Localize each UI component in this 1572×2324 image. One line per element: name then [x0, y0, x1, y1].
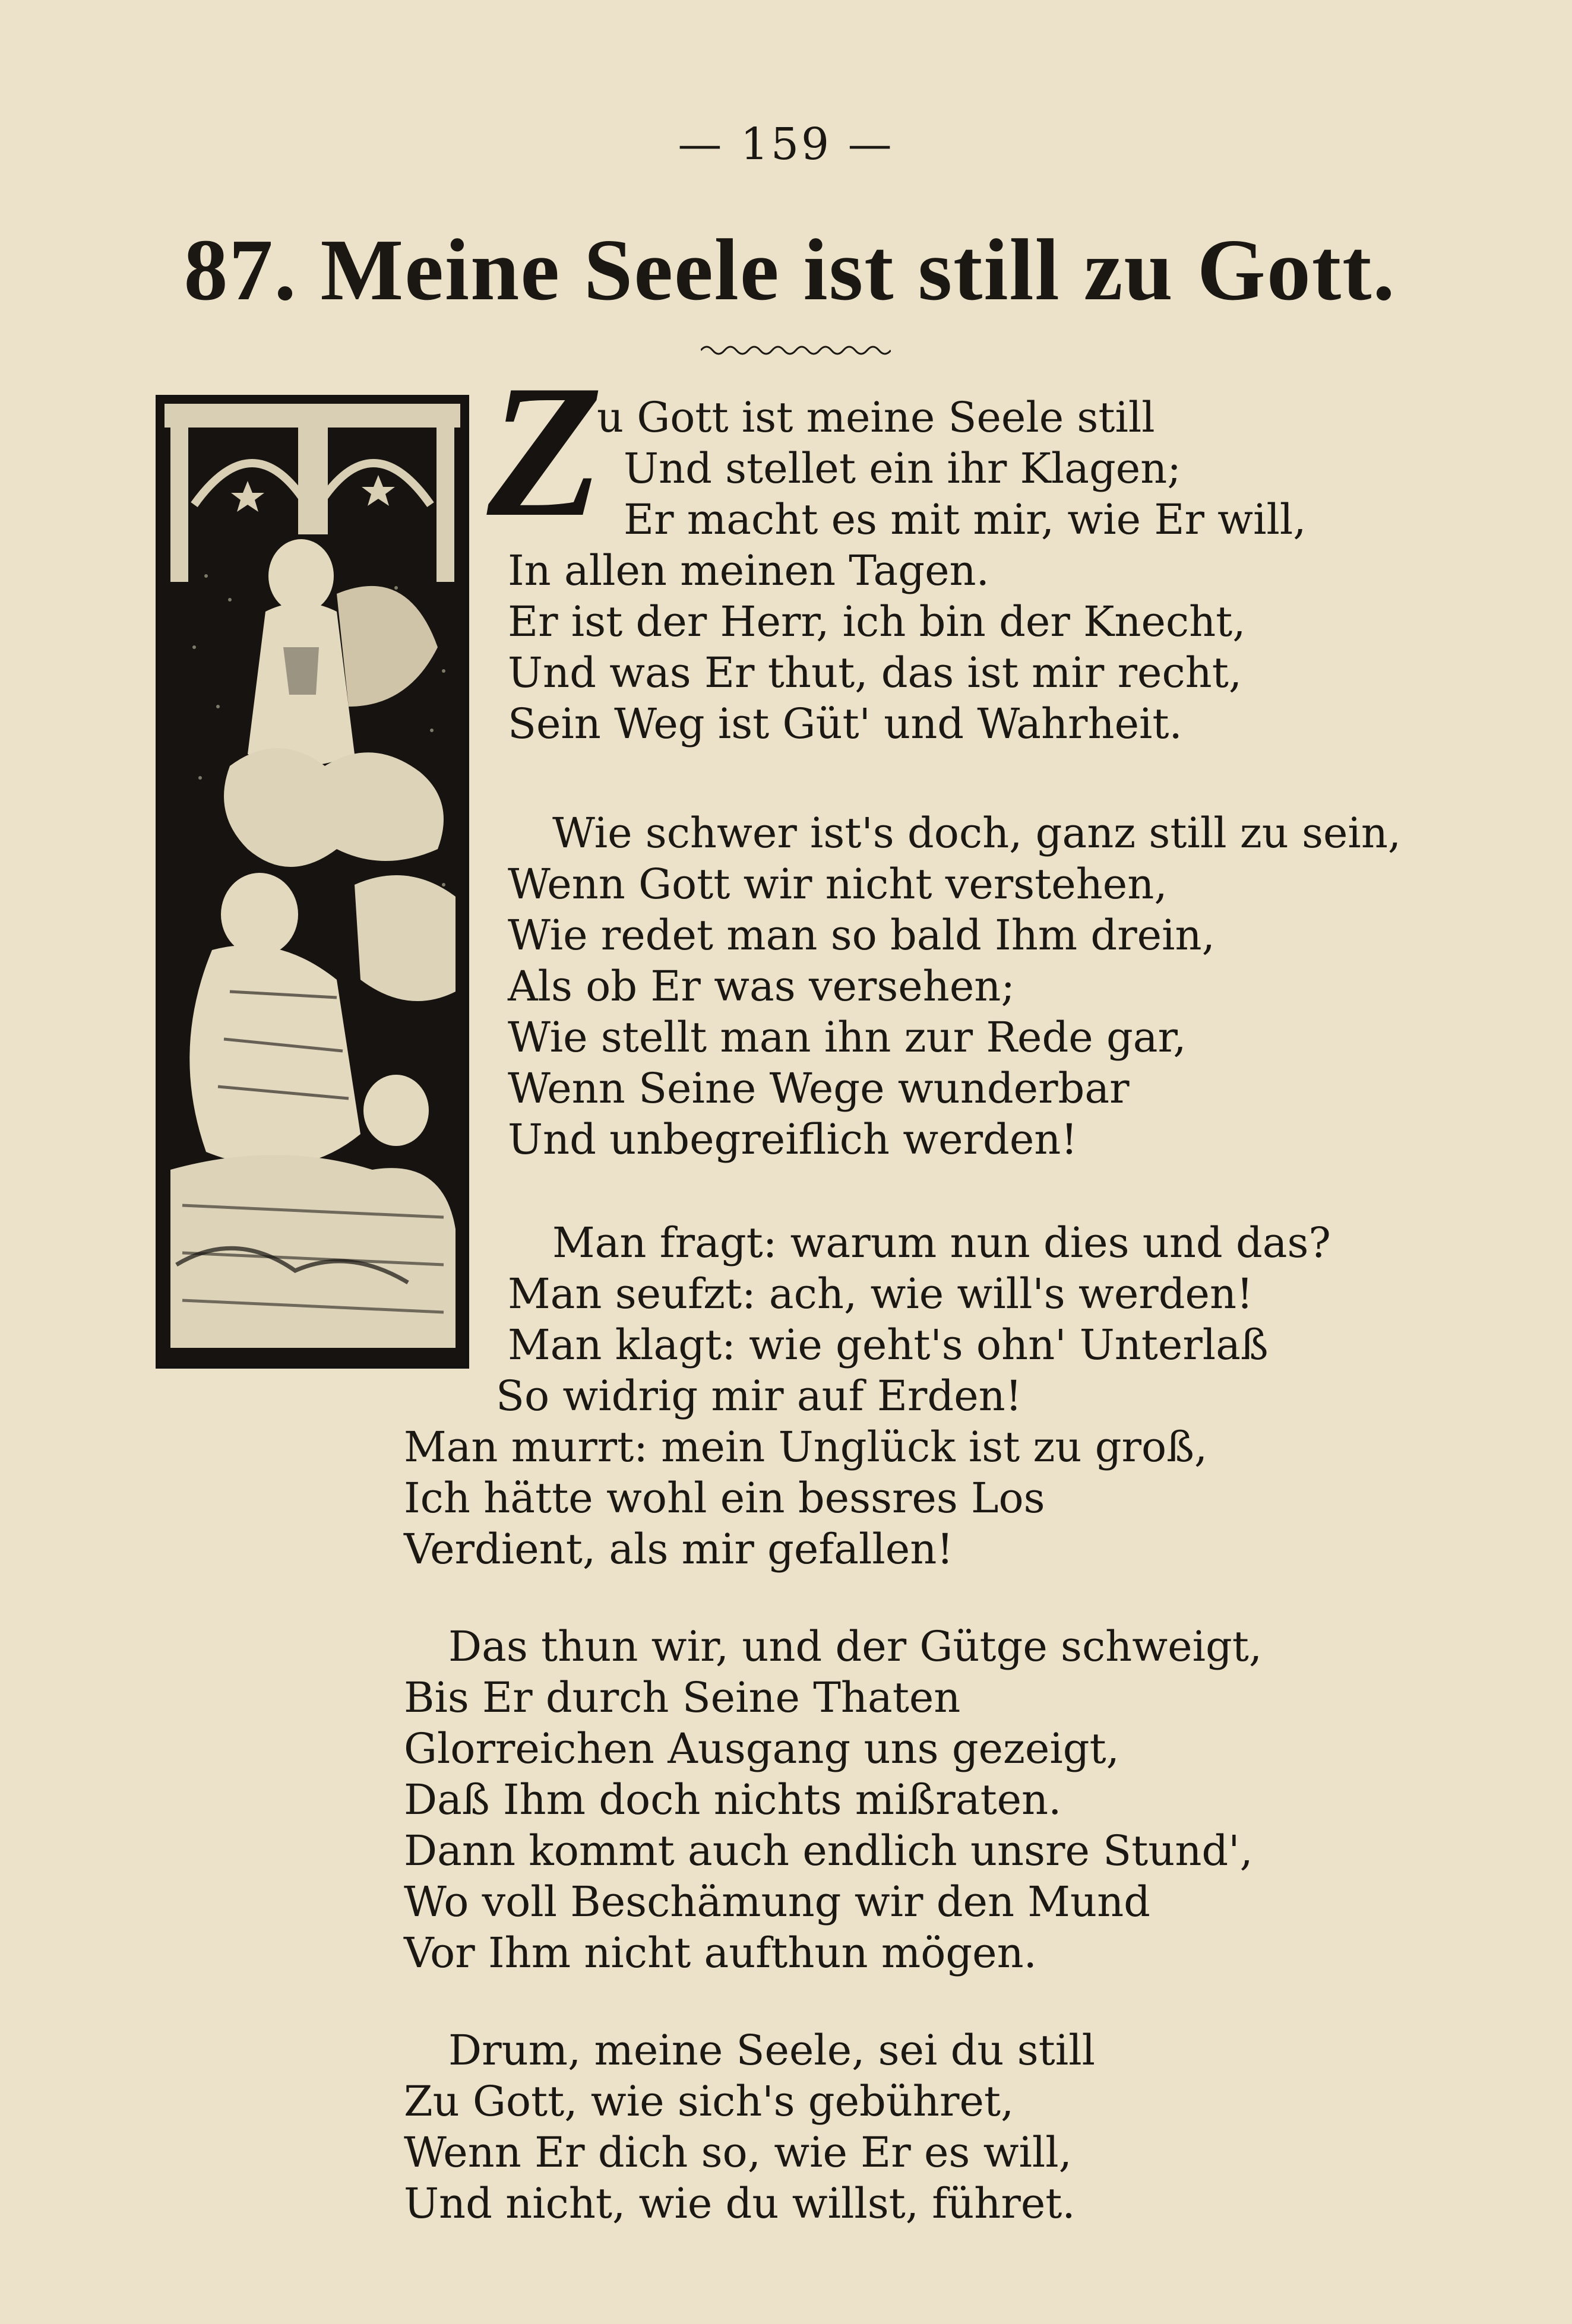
- stanza-3: [404, 1217, 1331, 1575]
- verse-line: So widrig mir auf Erden!: [496, 1372, 1022, 1420]
- page-number: — 159 —: [678, 119, 894, 170]
- verse-line: Wie schwer ist's doch, ganz still zu sein,: [552, 809, 1402, 857]
- verse-line: Wenn Er dich so, wie Er es will,: [404, 2128, 1072, 2177]
- verse-line: Er macht es mit mir, wie Er will,: [624, 495, 1307, 544]
- drop-cap-initial: Z: [487, 346, 603, 556]
- verse-line: Sein Weg ist Güt' und Wahrheit.: [508, 699, 1182, 748]
- verse-line: Er ist der Herr, ich bin der Knecht,: [508, 597, 1246, 646]
- verse-line: Wenn Gott wir nicht verstehen,: [508, 860, 1168, 908]
- verse-line: Drum, meine Seele, sei du still: [448, 2026, 1095, 2075]
- verse-line: Das thun wir, und der Gütge schweigt,: [448, 1622, 1263, 1671]
- verse-line: Man seufzt: ach, wie will's werden!: [508, 1269, 1254, 1318]
- verse-line: Vor Ihm nicht aufthun mögen.: [404, 1929, 1037, 1977]
- verse-line: Glorreichen Ausgang uns gezeigt,: [404, 1724, 1119, 1773]
- verse-line: Dann kommt auch endlich unsre Stund',: [404, 1826, 1253, 1875]
- verse-line: Wie stellt man ihn zur Rede gar,: [508, 1013, 1187, 1062]
- verse-line: Bis Er durch Seine Thaten: [404, 1673, 961, 1722]
- stanza-2: [508, 808, 1401, 1165]
- verse-line: Zu Gott, wie sich's gebühret,: [404, 2077, 1014, 2126]
- verse-line: Man klagt: wie geht's ohn' Unterlaß: [508, 1321, 1269, 1369]
- verse-line: Wo voll Beschämung wir den Mund: [404, 1877, 1150, 1926]
- verse-line: Und nicht, wie du willst, führet.: [404, 2179, 1076, 2228]
- verse-line: Wenn Seine Wege wunderbar: [508, 1064, 1130, 1113]
- verse-line: Und stellet ein ihr Klagen;: [624, 444, 1181, 493]
- hymn-title: 87. Meine Seele ist still zu Gott.: [184, 221, 1396, 319]
- verse-line: u Gott ist meine Seele still: [597, 393, 1155, 442]
- ornamental-wave-divider: [701, 341, 891, 359]
- verse-line: Und was Er thut, das ist mir recht,: [508, 648, 1242, 697]
- stanza-4: [404, 1621, 1262, 1978]
- verse-line: Als ob Er was versehen;: [508, 962, 1015, 1011]
- verse-line: Man murrt: mein Unglück ist zu groß,: [404, 1423, 1208, 1471]
- verse-line: In allen meinen Tagen.: [508, 546, 989, 595]
- verse-line: Man fragt: warum nun dies und das?: [552, 1218, 1331, 1267]
- verse-line: Und unbegreiflich werden!: [508, 1115, 1078, 1164]
- verse-line: Wie redet man so bald Ihm drein,: [508, 911, 1215, 960]
- verse-line: Verdient, als mir gefallen!: [404, 1525, 954, 1573]
- stanza-1: [508, 392, 1307, 749]
- verse-line: Daß Ihm doch nichts mißraten.: [404, 1775, 1062, 1824]
- verse-line: Ich hätte wohl ein bessres Los: [404, 1474, 1045, 1522]
- stanza-5: [404, 2025, 1095, 2229]
